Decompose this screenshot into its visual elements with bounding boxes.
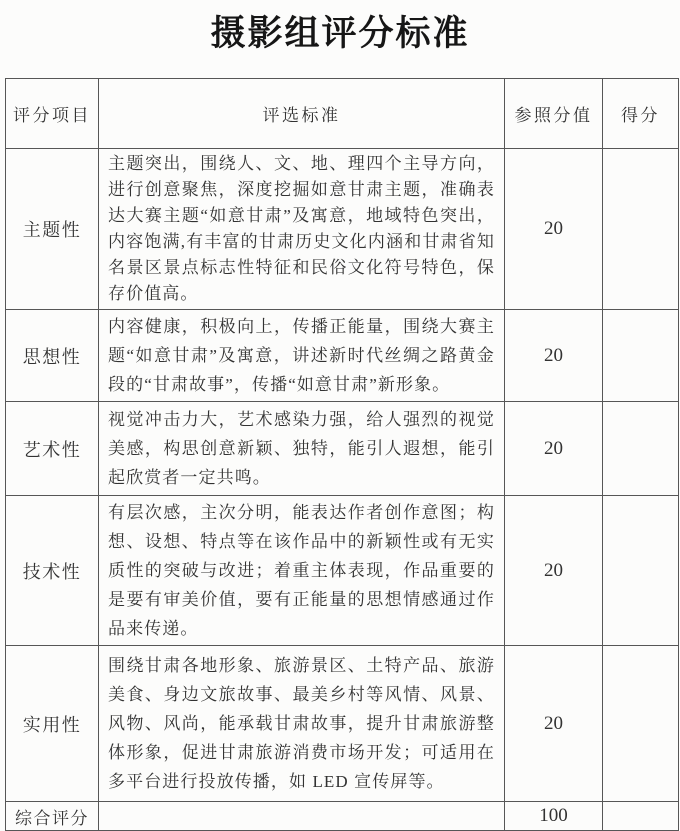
- total-score-cell: [603, 802, 679, 831]
- item-label: 艺术性: [6, 402, 99, 496]
- table-row: [6, 496, 679, 646]
- score-cell: [603, 310, 679, 402]
- ref-score-value: 20: [505, 149, 603, 310]
- scoring-criteria-table: [5, 78, 679, 831]
- score-cell: [603, 149, 679, 310]
- total-label: 综合评分: [6, 802, 99, 831]
- table-row: [6, 646, 679, 802]
- total-score-row: [6, 802, 679, 831]
- item-label: 主题性: [6, 149, 99, 310]
- ref-score-value: 20: [505, 646, 603, 802]
- table-row: [6, 310, 679, 402]
- criteria-text: 有层次感，主次分明，能表达作者创作意图；构想、设想、特点等在该作品中的新颖性或有无实质性的突破与改进；着重主体表现，作品重要的是要有审美价值，要有正能量的思想情感通过作品来传递。: [99, 496, 505, 646]
- header-ref-score: 参照分值: [505, 79, 603, 149]
- header-item: 评分项目: [6, 79, 99, 149]
- ref-score-value: 20: [505, 310, 603, 402]
- criteria-text: 内容健康，积极向上，传播正能量，围绕大赛主题“如意甘肃”及寓意，讲述新时代丝绸之路黄金段的“甘肃故事”，传播“如意甘肃”新形象。: [99, 310, 505, 402]
- page-title: 摄影组评分标准: [210, 14, 470, 53]
- criteria-text: 围绕甘肃各地形象、旅游景区、土特产品、旅游美食、身边文旅故事、最美乡村等风情、风景、风物、风尚，能承载甘肃故事，提升甘肃旅游整体形象，促进甘肃旅游消费市场开发；可适用在多平台进行投放传播，如 LED 宣传屏等。: [99, 646, 505, 802]
- total-criteria-cell: [99, 802, 505, 831]
- criteria-text: 主题突出，围绕人、文、地、理四个主导方向，进行创意聚焦，深度挖掘如意甘肃主题，准确表达大赛主题“如意甘肃”及寓意，地域特色突出，内容饱满,有丰富的甘肃历史文化内涵和甘肃省知名景区景点标志性特征和民俗文化符号特色，保存价值高。: [99, 149, 505, 310]
- table-row: [6, 149, 679, 310]
- score-cell: [603, 496, 679, 646]
- score-cell: [603, 402, 679, 496]
- criteria-text: 视觉冲击力大，艺术感染力强，给人强烈的视觉美感，构思创意新颖、独特，能引人遐想，能引起欣赏者一定共鸣。: [99, 402, 505, 496]
- score-cell: [603, 646, 679, 802]
- total-ref-score-value: 100: [505, 802, 603, 831]
- ref-score-value: 20: [505, 496, 603, 646]
- item-label: 实用性: [6, 646, 99, 802]
- header-score: 得分: [603, 79, 679, 149]
- ref-score-value: 20: [505, 402, 603, 496]
- table-row: [6, 402, 679, 496]
- item-label: 思想性: [6, 310, 99, 402]
- item-label: 技术性: [6, 496, 99, 646]
- table-header-row: [6, 79, 679, 149]
- header-criteria: 评选标准: [99, 79, 505, 149]
